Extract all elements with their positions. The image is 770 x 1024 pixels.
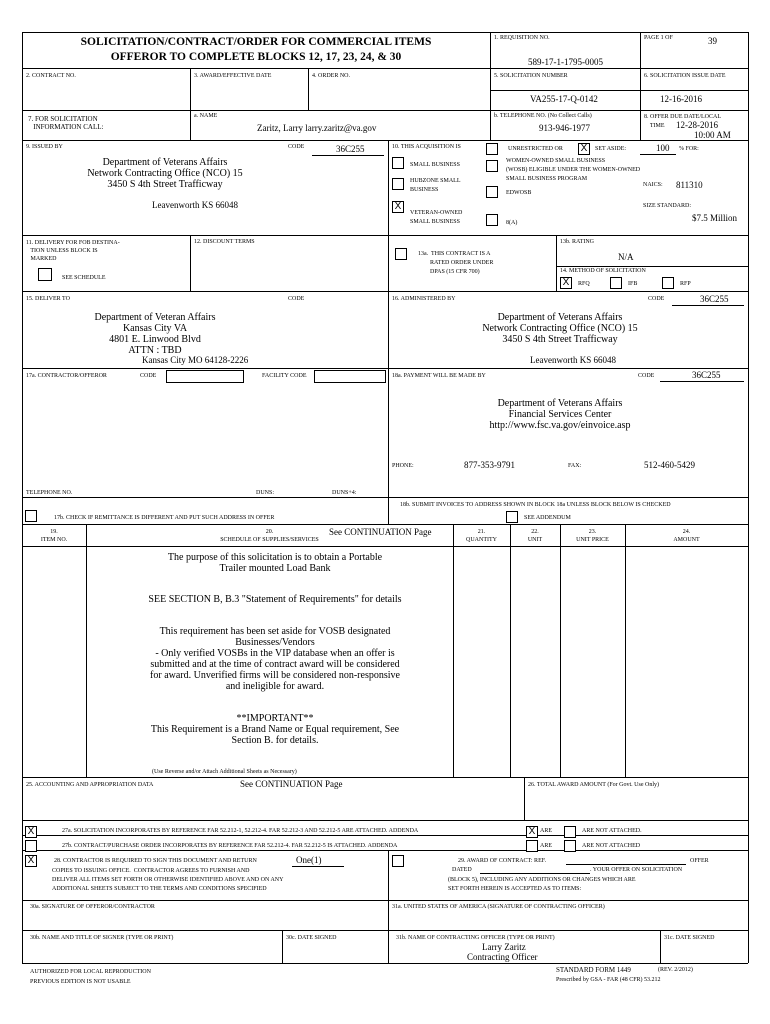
sdvosb-checkbox[interactable]: X bbox=[392, 201, 404, 213]
rfq-checkbox[interactable]: X bbox=[560, 277, 572, 289]
issued-by-address: Department of Veterans Affairs Network Contracting Office (NCO) 15 3450 S 4th Street Trafficway bbox=[87, 157, 243, 190]
use-reverse-note: (Use Reverse and/or Attach Additional Sheets as Necessary) bbox=[152, 769, 297, 775]
schedule-see-continuation: See CONTINUATION Page bbox=[329, 527, 432, 537]
rating-value[interactable]: N/A bbox=[618, 252, 634, 262]
requisition-label: 1. REQUISITION NO. bbox=[494, 35, 550, 41]
contracting-officer-name: Larry Zaritz bbox=[482, 942, 526, 952]
see-addendum-label: SEE ADDENDUM bbox=[524, 515, 571, 521]
29-date-underline bbox=[480, 873, 590, 874]
28-label: 28. CONTRACTOR IS REQUIRED TO SIGN THIS DOCUMENT AND RETURN bbox=[54, 858, 257, 864]
rule bbox=[22, 835, 748, 836]
rule bbox=[22, 68, 490, 69]
rule bbox=[556, 266, 748, 267]
27a-are-label: ARE bbox=[540, 828, 552, 834]
27b-label: 27b. CONTRACT/PURCHASE ORDER INCORPORATES BY REFERENCE FAR 52.212-4. FAR 52.212-5 IS ATTACHED. ADDENDA bbox=[62, 843, 398, 849]
code-label: CODE bbox=[288, 144, 305, 150]
rule bbox=[86, 524, 87, 777]
rule bbox=[22, 777, 748, 778]
see-schedule-checkbox[interactable] bbox=[38, 268, 52, 281]
rule bbox=[748, 32, 749, 963]
offer-due-date[interactable]: 12-28-2016 bbox=[676, 120, 718, 130]
28-text: COPIES TO ISSUING OFFICE. CONTRACTOR AGREES TO FURNISH AND DELIVER ALL ITEMS SET FORTH OR OTHERWISE IDENTIFIED ABOVE AND ON ANY ADDITIONAL SHEETS SUBJECT TO THE TERMS AND CONDITIONS SPECIFIED bbox=[52, 868, 284, 892]
edwosb-checkbox[interactable] bbox=[486, 186, 498, 198]
code-label: CODE bbox=[140, 373, 157, 379]
footer-form-number: STANDARD FORM 1449 bbox=[556, 966, 631, 974]
rule bbox=[22, 497, 748, 498]
rule bbox=[22, 368, 748, 369]
order-no-label: 4. ORDER NO. bbox=[312, 73, 351, 79]
27a-checkbox[interactable]: X bbox=[25, 826, 37, 838]
31c-label: 31c. DATE SIGNED bbox=[664, 935, 715, 941]
solicitation-number-value[interactable]: VA255-17-Q-0142 bbox=[530, 94, 598, 104]
payment-code[interactable]: 36C255 bbox=[692, 370, 721, 380]
29-your-offer-label: . YOUR OFFER ON SOLICITATION bbox=[590, 867, 683, 873]
27b-are-checkbox[interactable] bbox=[526, 840, 538, 852]
set-aside-percent[interactable]: 100 bbox=[656, 143, 670, 153]
acquisition-label: 10. THIS ACQUISITION IS bbox=[392, 144, 461, 150]
payment-address: Department of Veterans Affairs Financial Services Center http://www.fsc.va.gov/einvoice.asp bbox=[489, 398, 631, 431]
schedule-important: **IMPORTANT** This Requirement is a Brand Name or Equal requirement, See Section B. for details. bbox=[150, 713, 400, 746]
small-business-checkbox[interactable] bbox=[392, 157, 404, 169]
issued-by-city: Leavenworth KS 66048 bbox=[152, 200, 238, 210]
offer-due-label: 8. OFFER DUE DATE/LOCAL TIME bbox=[644, 114, 722, 129]
duns-label: DUNS: bbox=[256, 490, 275, 496]
rule bbox=[190, 68, 191, 140]
set-aside-checkbox[interactable]: X bbox=[578, 143, 590, 155]
offer-due-time[interactable]: 10:00 AM bbox=[694, 130, 731, 140]
method-label: 14. METHOD OF SOLICITATION bbox=[560, 268, 646, 274]
rule bbox=[625, 524, 626, 777]
27a-label: 27a. SOLICITATION INCORPORATES BY REFERENCE FAR 52.212-1, 52.212-4. FAR 52.212-3 AND 52.212-5 ARE ATTACHED. ADDENDA bbox=[62, 828, 419, 834]
remittance-label: 17b. CHECK IF REMITTANCE IS DIFFERENT AND PUT SUCH ADDRESS IN OFFER bbox=[54, 515, 275, 521]
rule bbox=[22, 32, 23, 963]
award-date-label: 3. AWARD/EFFECTIVE DATE bbox=[194, 73, 272, 79]
issued-by-label: 9. ISSUED BY bbox=[26, 144, 63, 150]
deliver-to-address: Department of Veteran Affairs Kansas City VA 4801 E. Linwood Blvd ATTN : TBD bbox=[94, 312, 216, 356]
form-title: SOLICITATION/CONTRACT/ORDER FOR COMMERCIAL ITEMS bbox=[80, 36, 432, 48]
facility-code-label: FACILITY CODE bbox=[262, 373, 307, 379]
ifb-checkbox[interactable] bbox=[610, 277, 622, 289]
col-schedule: 20. SCHEDULE OF SUPPLIES/SERVICES bbox=[220, 529, 319, 543]
copies-underline bbox=[292, 866, 344, 867]
percent-underline bbox=[640, 154, 676, 155]
31a-label: 31a. UNITED STATES OF AMERICA (SIGNATURE OF CONTRACTING OFFICER) bbox=[392, 904, 605, 910]
submit-invoices-label: 18b. SUBMIT INVOICES TO ADDRESS SHOWN IN BLOCK 18a UNLESS BLOCK BELOW IS CHECKED bbox=[400, 502, 671, 508]
contact-name-value[interactable]: Zaritz, Larry larry.zaritz@va.gov bbox=[257, 123, 377, 133]
col-amount: 24. AMOUNT bbox=[673, 529, 700, 543]
rule bbox=[22, 524, 748, 525]
eight-a-checkbox[interactable] bbox=[486, 214, 498, 226]
29-label: 29. AWARD OF CONTRACT: REF. bbox=[458, 858, 547, 864]
rating-label: 13b. RATING bbox=[560, 239, 594, 245]
rule bbox=[560, 524, 561, 777]
page-total: 39 bbox=[708, 36, 717, 46]
rule bbox=[22, 930, 748, 931]
27b-are-not-checkbox[interactable] bbox=[564, 840, 576, 852]
rule bbox=[490, 32, 491, 140]
eight-a-label: 8(A) bbox=[506, 220, 518, 226]
rule bbox=[22, 546, 748, 547]
form-subtitle: OFFEROR TO COMPLETE BLOCKS 12, 17, 23, 24, & 30 bbox=[110, 51, 402, 63]
col-unit: 22. UNIT bbox=[527, 529, 543, 543]
wosb-label: WOMEN-OWNED SMALL BUSINESS (WOSB) ELIGIBLE UNDER THE WOMEN-OWNED SMALL BUSINESS PROGRAM bbox=[506, 158, 641, 182]
27a-are-not-checkbox[interactable] bbox=[564, 826, 576, 838]
rule bbox=[22, 900, 748, 901]
administered-by-label: 16. ADMINISTERED BY bbox=[392, 296, 456, 302]
29-ref-underline bbox=[566, 864, 686, 865]
rule bbox=[308, 68, 309, 110]
schedule-see-section: SEE SECTION B, B.3 "Statement of Requirements" for details bbox=[148, 594, 402, 605]
telephone-label: b. TELEPHONE NO. (No Collect Calls) bbox=[494, 113, 592, 119]
unrestricted-label: UNRESTRICTED OR bbox=[508, 146, 563, 152]
rule bbox=[490, 90, 748, 91]
27a-are-checkbox[interactable]: X bbox=[526, 826, 538, 838]
rule bbox=[190, 235, 191, 291]
name-label: a. NAME bbox=[194, 113, 218, 119]
schedule-purpose: The purpose of this solicitation is to obtain a Portable Trailer mounted Load Bank bbox=[167, 552, 383, 574]
set-aside-label: SET ASIDE: bbox=[595, 146, 627, 152]
28-checkbox[interactable]: X bbox=[25, 855, 37, 867]
rfp-label: RFP bbox=[680, 281, 691, 287]
page-label: PAGE 1 OF bbox=[644, 35, 673, 41]
wosb-checkbox[interactable] bbox=[486, 160, 498, 172]
rule bbox=[556, 235, 557, 291]
solicitation-number-label: 5. SOLICITATION NUMBER bbox=[494, 73, 568, 79]
percent-for-label: % FOR: bbox=[679, 146, 699, 152]
rule bbox=[22, 291, 748, 292]
rated-order-label: 13a. THIS CONTRACT IS A RATED ORDER UNDER DPAS (15 CFR 700) bbox=[418, 251, 494, 275]
code-underline bbox=[672, 305, 744, 306]
rule bbox=[22, 820, 748, 821]
rule bbox=[22, 140, 748, 141]
rule bbox=[453, 524, 454, 777]
payment-label: 18a. PAYMENT WILL BE MADE BY bbox=[392, 373, 486, 379]
27b-checkbox[interactable] bbox=[25, 840, 37, 852]
code-label: CODE bbox=[638, 373, 655, 379]
rule bbox=[640, 32, 641, 140]
rule bbox=[282, 930, 283, 963]
rule bbox=[388, 850, 389, 963]
col-item-no: 19. ITEM NO. bbox=[40, 529, 68, 543]
unrestricted-checkbox[interactable] bbox=[486, 143, 498, 155]
29-offer-label: OFFER bbox=[690, 858, 709, 864]
27b-are-not-label: ARE NOT ATTACHED bbox=[582, 843, 641, 849]
rfp-checkbox[interactable] bbox=[662, 277, 674, 289]
31b-label: 31b. NAME OF CONTRACTING OFFICER (TYPE OR PRINT) bbox=[396, 935, 555, 941]
fax-label: FAX: bbox=[568, 463, 582, 469]
contract-no-label: 2. CONTRACT NO. bbox=[26, 73, 76, 79]
30a-label: 30a. SIGNATURE OF OFFEROR/CONTRACTOR bbox=[30, 904, 155, 910]
30b-label: 30b. NAME AND TITLE OF SIGNER (TYPE OR PRINT) bbox=[30, 935, 174, 941]
29-checkbox[interactable] bbox=[392, 855, 404, 867]
sdvosb-label: VETERAN-OWNED SMALL BUSINESS bbox=[410, 210, 463, 225]
requisition-value[interactable]: 589-17-1-1795-0005 bbox=[528, 57, 603, 67]
accounting-value: See CONTINUATION Page bbox=[240, 779, 343, 789]
footer-revision: (REV. 2/2012) bbox=[658, 967, 693, 973]
facility-code-field[interactable] bbox=[314, 370, 386, 383]
info-call-label: 7. FOR SOLICITATION INFORMATION CALL: bbox=[28, 115, 104, 131]
administered-by-address: Department of Veterans Affairs Network Contracting Office (NCO) 15 3450 S 4th Street Trafficway bbox=[482, 312, 638, 345]
27b-are-label: ARE bbox=[540, 843, 552, 849]
deliver-to-label: 15. DELIVER TO bbox=[26, 296, 70, 302]
size-standard-label: SIZE STANDARD: bbox=[643, 203, 692, 209]
contractor-label: 17a. CONTRACTOR/OFFEROR bbox=[26, 373, 107, 379]
accounting-label: 25. ACCOUNTING AND APPROPRIATION DATA bbox=[26, 782, 154, 788]
29-text: (BLOCK 5), INCLUDING ANY ADDITIONS OR CHANGES WHICH ARE SET FORTH HEREIN IS ACCEPTED AS TO ITEMS: bbox=[448, 877, 636, 892]
telephone-value[interactable]: 913-946-1977 bbox=[539, 123, 590, 133]
30c-label: 30c. DATE SIGNED bbox=[286, 935, 337, 941]
contracting-officer-title: Contracting Officer bbox=[467, 952, 538, 962]
administered-by-city: Leavenworth KS 66048 bbox=[530, 355, 616, 365]
issue-date-value[interactable]: 12-16-2016 bbox=[660, 94, 702, 104]
telephone-no-label: TELEPHONE NO. bbox=[26, 490, 73, 496]
footer-prescribed: Prescribed by GSA - FAR (48 CFR) 53.212 bbox=[556, 977, 661, 983]
28-copies-value[interactable]: One(1) bbox=[296, 855, 322, 865]
code-label: CODE bbox=[648, 296, 665, 302]
fob-label: 11. DELIVERY FOR FOB DESTINA- TION UNLESS BLOCK IS MARKED bbox=[26, 240, 120, 262]
hubzone-checkbox[interactable] bbox=[392, 178, 404, 190]
rule bbox=[22, 235, 748, 236]
rule bbox=[524, 777, 525, 820]
rule bbox=[388, 140, 389, 524]
ifb-label: IFB bbox=[628, 281, 638, 287]
small-business-label: SMALL BUSINESS bbox=[410, 162, 460, 168]
issue-date-label: 6. SOLICITATION ISSUE DATE bbox=[644, 73, 726, 79]
duns4-label: DUNS+4: bbox=[332, 490, 357, 496]
discount-terms-label: 12. DISCOUNT TERMS bbox=[194, 239, 255, 245]
naics-value[interactable]: 811310 bbox=[676, 180, 703, 190]
col-unit-price: 23. UNIT PRICE bbox=[576, 529, 609, 543]
rule bbox=[490, 68, 748, 69]
fax-value[interactable]: 512-460-5429 bbox=[644, 460, 695, 470]
rule bbox=[22, 963, 748, 964]
27a-are-not-label: ARE NOT ATTACHED. bbox=[582, 828, 642, 834]
see-addendum-checkbox[interactable] bbox=[506, 511, 518, 523]
rated-order-checkbox[interactable] bbox=[395, 248, 407, 260]
size-standard-value[interactable]: $7.5 Million bbox=[692, 213, 738, 223]
rfq-label: RFQ bbox=[578, 281, 590, 287]
issued-by-code[interactable]: 36C255 bbox=[336, 144, 365, 154]
rule bbox=[22, 850, 748, 851]
29-dated-label: DATED bbox=[452, 867, 472, 873]
deliver-to-city: Kansas City MO 64128-2226 bbox=[142, 355, 249, 365]
contractor-code-field[interactable] bbox=[166, 370, 244, 383]
remittance-checkbox[interactable] bbox=[25, 510, 37, 522]
col-quantity: 21. QUANTITY bbox=[466, 529, 497, 543]
code-underline bbox=[312, 155, 384, 156]
footer-authorization: AUTHORIZED FOR LOCAL REPRODUCTION PREVIOUS EDITION IS NOT USABLE bbox=[30, 969, 151, 985]
total-award-label: 26. TOTAL AWARD AMOUNT (For Govt. Use Only) bbox=[528, 782, 659, 788]
phone-label: PHONE: bbox=[392, 463, 414, 469]
naics-label: NAICS: bbox=[643, 182, 663, 188]
rule bbox=[660, 930, 661, 963]
administered-by-code[interactable]: 36C255 bbox=[700, 294, 729, 304]
code-underline bbox=[660, 381, 744, 382]
schedule-set-aside: This requirement has been set aside for VOSB designated Businesses/Vendors - Only verified VOSBs in the VIP database when an offer is submitted and at the time of contract award will be considered for award. Unverified firms will be considered non-responsive and ineligible for award. bbox=[150, 626, 400, 692]
code-label: CODE bbox=[288, 296, 305, 302]
phone-value[interactable]: 877-353-9791 bbox=[464, 460, 515, 470]
see-schedule-label: SEE SCHEDULE bbox=[62, 275, 106, 281]
rule bbox=[510, 524, 511, 777]
edwosb-label: EDWOSB bbox=[506, 190, 532, 196]
hubzone-label: HUBZONE SMALL BUSINESS bbox=[410, 178, 461, 193]
